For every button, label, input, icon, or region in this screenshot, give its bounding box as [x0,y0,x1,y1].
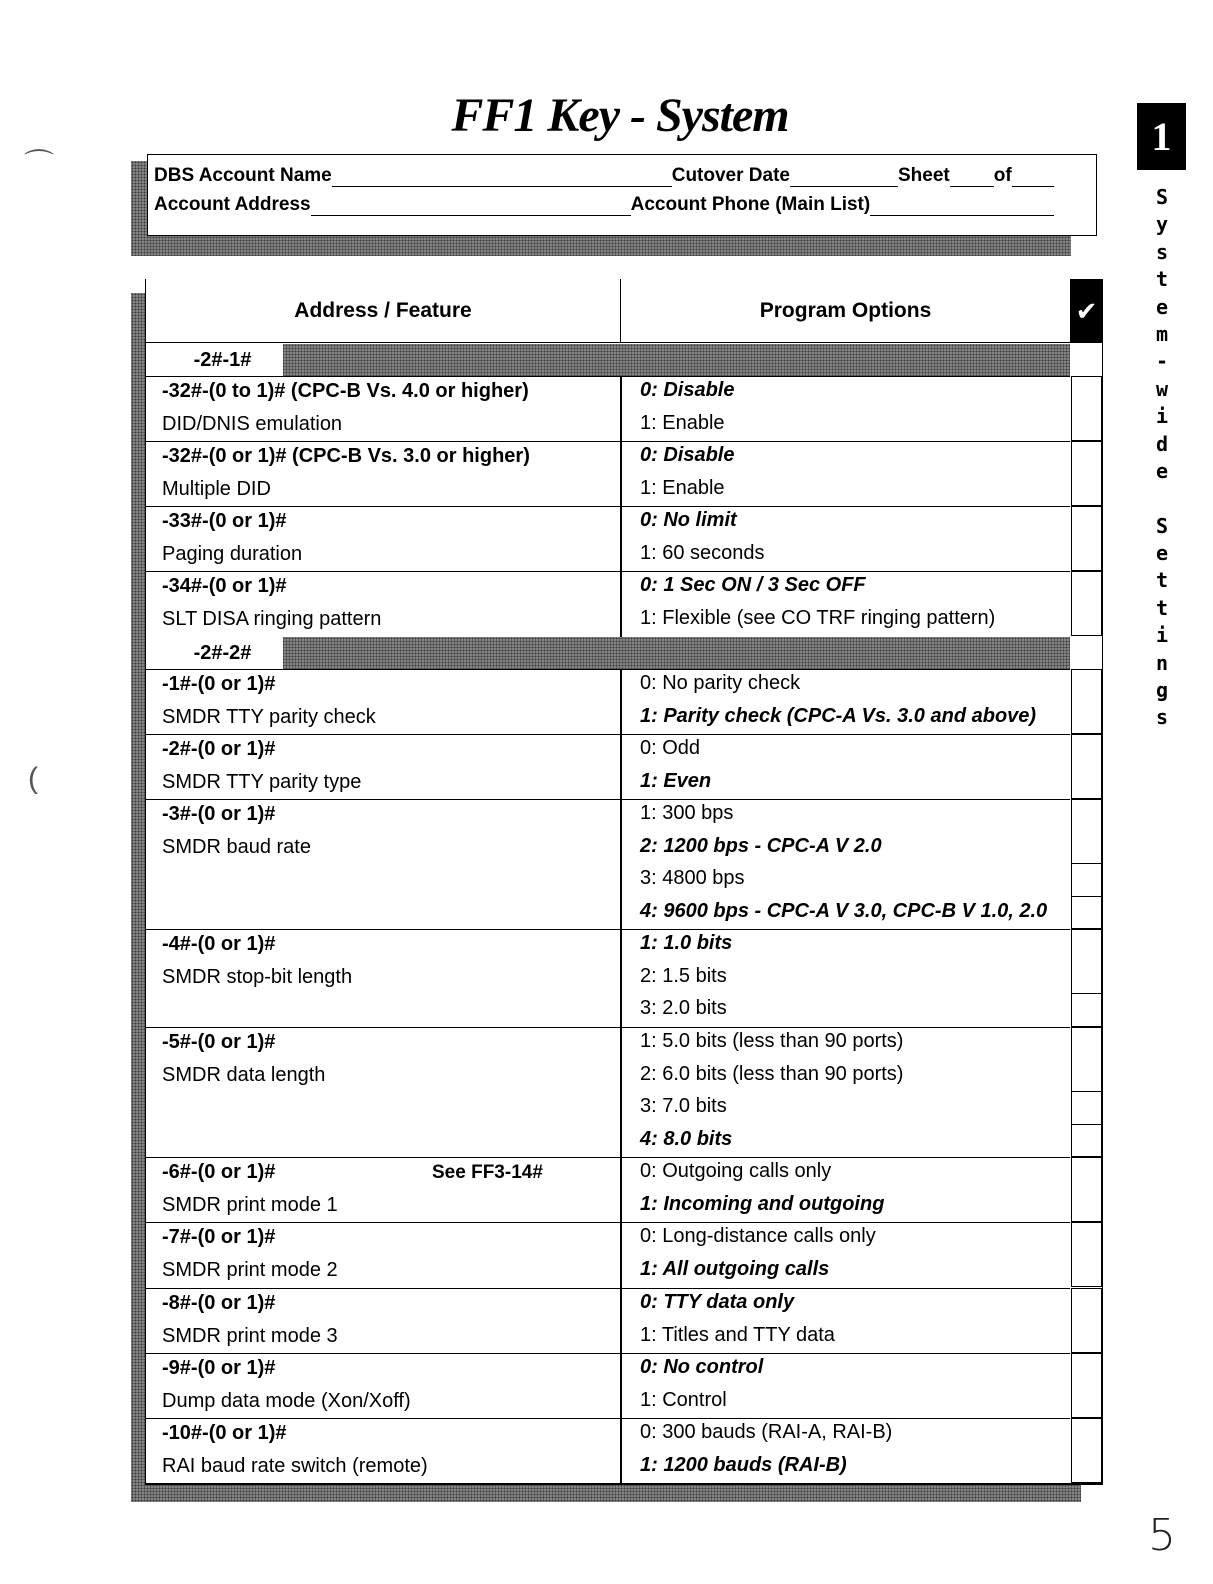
option-checkbox[interactable] [1071,669,1102,703]
option-checkbox[interactable] [1071,767,1102,800]
feature-name: SMDR stop-bit length [162,965,353,988]
tab-letter [1148,485,1176,512]
option-value: 0: No control [640,1356,764,1378]
column-divider [620,571,622,637]
option-checkbox[interactable] [1071,1027,1102,1061]
option-checkbox[interactable] [1071,864,1102,897]
section-tab-vertical-label [1148,184,1176,732]
column-divider [620,1288,622,1353]
cutover-date-field[interactable] [790,168,898,187]
option-value: 1: Enable [640,411,725,434]
feature-name: Dump data mode (Xon/Xoff) [162,1389,411,1412]
option-checkbox[interactable] [1071,1353,1102,1387]
option-checkbox[interactable] [1071,897,1102,930]
page-number: 5 [1148,1510,1176,1561]
option-checkbox[interactable] [1071,702,1102,735]
option-checkbox[interactable] [1071,571,1102,605]
tab-letter: y [1155,212,1169,237]
column-divider [620,799,622,929]
address-code: -9#-(0 or 1)# [162,1357,276,1379]
of-field[interactable] [1012,168,1054,187]
option-value: 1: 1200 bauds (RAI-B) [640,1453,847,1476]
sheet-field[interactable] [950,168,994,187]
tab-letter: t [1155,568,1169,593]
option-value: 0: 300 bauds (RAI-A, RAI-B) [640,1421,893,1443]
option-value: 1: 60 seconds [640,541,765,564]
column-divider [620,1027,622,1157]
tab-letter: g [1155,678,1169,703]
option-value: 4: 9600 bps - CPC-A V 3.0, CPC-B V 1.0, 2.0 [640,899,1048,922]
option-checkbox[interactable] [1071,1255,1102,1288]
option-value: 0: No limit [640,509,737,531]
section-tab-number: 1 [1137,103,1186,170]
feature-name: SMDR baud rate [162,835,311,858]
account-address-label: Account Address [154,194,311,215]
feature-name: SMDR data length [162,1063,326,1086]
feature-name: SMDR TTY parity type [162,770,362,793]
option-value: 0: Long-distance calls only [640,1225,876,1247]
option-value: 0: Odd [640,737,701,759]
option-checkbox[interactable] [1071,539,1102,572]
option-checkbox[interactable] [1071,409,1102,442]
option-value: 0: Disable [640,444,735,466]
feature-name: SLT DISA ringing pattern [162,607,382,630]
scan-mark: ( [28,762,38,795]
address-code: -4#-(0 or 1)# [162,933,276,955]
option-checkbox[interactable] [1071,1060,1102,1093]
section-bar [162,344,1070,376]
account-info-box [147,154,1097,236]
column-divider [620,1353,622,1418]
option-value: 1: 1.0 bits [640,932,733,954]
account-name-label: DBS Account Name [154,165,332,186]
tab-letter: i [1155,404,1169,429]
option-value: 3: 4800 bps [640,867,745,890]
tab-letter: S [1155,513,1169,538]
option-checkbox[interactable] [1071,929,1102,963]
tab-letter: t [1155,595,1169,620]
option-value: 2: 1.5 bits [640,964,727,987]
tab-letter: e [1155,458,1169,483]
account-phone-label: Account Phone (Main List) [630,194,871,215]
feature-name: SMDR print mode 2 [162,1258,338,1281]
of-label: of [993,165,1012,186]
address-code: -32#-(0 to 1)# (CPC-B Vs. 4.0 or higher) [162,380,529,402]
sheet-label: Sheet [897,165,950,186]
table-row [146,1027,1070,1157]
address-code: -1#-(0 or 1)# [162,673,276,695]
option-value: 1: Parity check (CPC-A Vs. 3.0 and above) [640,704,1037,727]
account-name-field[interactable] [332,168,672,187]
tab-letter: e [1155,294,1169,319]
feature-name: Paging duration [162,542,303,565]
feature-name: DID/DNIS emulation [162,412,343,435]
tab-letter: s [1155,705,1169,730]
option-value: 1: Titles and TTY data [640,1323,835,1346]
column-divider [620,1418,622,1483]
option-value: 4: 8.0 bits [640,1127,733,1150]
address-code: -7#-(0 or 1)# [162,1226,276,1248]
option-value: 0: 1 Sec ON / 3 Sec OFF [640,574,866,596]
section-label: -2#-2# [162,637,283,669]
option-value: 0: No parity check [640,672,801,694]
section-bar [162,637,1070,669]
feature-name: SMDR TTY parity check [162,705,376,728]
option-value: 1: 300 bps [640,802,734,824]
account-address-field[interactable] [311,197,631,216]
address-code: -2#-(0 or 1)# [162,738,276,760]
column-header-address: Address / Feature [146,279,620,343]
option-value: 1: Incoming and outgoing [640,1192,885,1215]
option-checkbox[interactable] [1071,1222,1102,1256]
tab-letter: S [1155,185,1169,209]
option-value: 0: Outgoing calls only [640,1160,832,1182]
option-value: 0: Disable [640,379,735,401]
feature-name: RAI baud rate switch (remote) [162,1454,428,1477]
address-code: -10#-(0 or 1)# [162,1422,287,1444]
option-checkbox[interactable] [1071,1418,1102,1452]
option-checkbox[interactable] [1071,1190,1102,1223]
column-divider [620,734,622,799]
option-checkbox[interactable] [1071,441,1102,475]
option-checkbox[interactable] [1071,1451,1102,1484]
column-divider [620,376,622,441]
option-checkbox[interactable] [1071,604,1102,637]
feature-name: SMDR print mode 3 [162,1324,338,1347]
option-value: 2: 1200 bps - CPC-A V 2.0 [640,834,882,857]
option-checkbox[interactable] [1071,734,1102,768]
option-checkbox[interactable] [1071,1288,1102,1322]
account-phone-field[interactable] [870,197,1054,216]
cutover-date-label: Cutover Date [671,165,790,186]
tab-letter: s [1155,239,1169,264]
option-value: 1: 5.0 bits (less than 90 ports) [640,1030,904,1052]
checkmark-icon: ✔ [1070,279,1103,343]
option-checkbox[interactable] [1071,832,1102,865]
column-divider [620,441,622,506]
tab-letter: - [1155,349,1169,374]
option-checkbox[interactable] [1071,962,1102,995]
option-checkbox[interactable] [1071,376,1102,410]
option-value: 3: 2.0 bits [640,997,727,1020]
tab-letter: t [1155,267,1169,292]
column-divider [620,506,622,571]
feature-name: Multiple DID [162,477,271,500]
option-checkbox[interactable] [1071,474,1102,507]
address-code: -5#-(0 or 1)# [162,1031,276,1053]
page-title: FF1 Key - System [451,89,789,142]
address-code: -3#-(0 or 1)# [162,803,276,825]
option-checkbox[interactable] [1071,1386,1102,1419]
option-value: 1: Flexible (see CO TRF ringing pattern) [640,606,996,629]
option-checkbox[interactable] [1071,799,1102,833]
column-divider [620,669,622,734]
option-value: 1: Control [640,1388,727,1411]
option-checkbox[interactable] [1071,1125,1102,1158]
address-code: -6#-(0 or 1)# [162,1161,276,1183]
column-divider [620,1222,622,1288]
option-checkbox[interactable] [1071,994,1102,1027]
tab-letter: i [1155,623,1169,648]
option-value: 2: 6.0 bits (less than 90 ports) [640,1062,904,1085]
table-bottom-rule [146,1483,1103,1485]
option-checkbox[interactable] [1071,1092,1102,1125]
address-code: -34#-(0 or 1)# [162,575,287,597]
tab-letter: d [1155,431,1169,456]
tab-letter: w [1155,376,1169,401]
option-checkbox[interactable] [1071,1321,1102,1354]
option-checkbox[interactable] [1071,506,1102,540]
option-value: 1: Enable [640,476,725,499]
option-value: 0: TTY data only [640,1291,795,1313]
column-divider [620,929,622,1027]
address-code: -33#-(0 or 1)# [162,510,287,532]
scan-mark: ⌒ [24,149,54,182]
address-code: -8#-(0 or 1)# [162,1292,276,1314]
tab-letter: n [1155,650,1169,675]
tab-letter: e [1155,541,1169,566]
option-checkbox[interactable] [1071,1157,1102,1191]
option-value: 1: Even [640,769,712,792]
see-reference: See FF3-14# [432,1162,543,1183]
tab-letter: m [1155,321,1169,346]
section-label: -2#-1# [162,344,283,376]
column-divider [620,1157,622,1222]
feature-name: SMDR print mode 1 [162,1193,338,1216]
column-header-options: Program Options [620,279,1070,343]
address-code: -32#-(0 or 1)# (CPC-B Vs. 3.0 or higher) [162,445,530,467]
option-value: 3: 7.0 bits [640,1095,727,1118]
option-value: 1: All outgoing calls [640,1257,830,1280]
